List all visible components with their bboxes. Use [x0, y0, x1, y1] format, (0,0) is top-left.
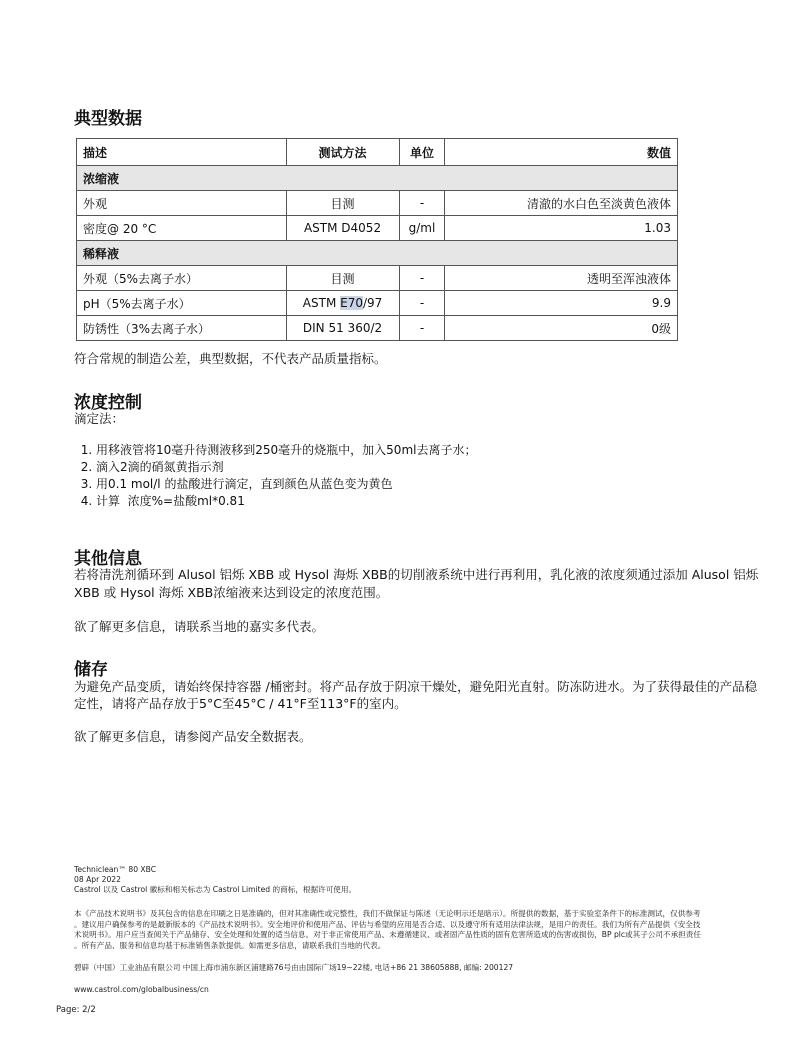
other-info-line1: 若将清洗剂循环到 Alusol 铝烁 XBB 或 Hysol 海烁 XBB的切削液系统中进行再利用，乳化液的浓度须通过添加 Alusol 铝烁: [74, 567, 759, 582]
section-title-typical-data: 典型数据: [74, 109, 142, 129]
cell-desc: 外观（5%去离子水）: [77, 266, 287, 291]
cell-method: DIN 51 360/2: [286, 316, 399, 341]
disclaimer-line: 。建议用户确保参考的是最新版本的《产品技术说明书》。安全地评价和使用产品、评估与希望的应用是否合适、以及遵守所有适用法律法规，是用户的责任。我们为所有产品提供《安全技: [74, 919, 701, 929]
header-desc: 描述: [77, 139, 287, 166]
cell-desc: 外观: [77, 191, 287, 216]
table-row: [77, 291, 678, 316]
table-row: [77, 316, 678, 341]
footer-disclaimer: [74, 909, 754, 951]
titration-steps: [58, 442, 796, 510]
section-title-concentration: 浓度控制: [74, 393, 142, 413]
footer-trademark: Castrol 以及 Castrol 徽标和相关标志为 Castrol Limited 的商标，根据许可使用。: [74, 885, 357, 894]
table-header-row: [77, 139, 678, 166]
list-item: 1. 用移液管将10毫升待测液移到250毫升的烧瓶中，加入50ml去离子水；: [96, 442, 796, 459]
disclaimer-line: 。所有产品、服务和信息均基于标准销售条款提供。如需更多信息，请联系我们当地的代表。: [74, 940, 386, 950]
cell-method: 目测: [286, 266, 399, 291]
footer-website-link[interactable]: www.castrol.com/globalbusiness/cn: [74, 985, 209, 994]
cell-unit: -: [399, 266, 445, 291]
table-group-row: [77, 166, 678, 191]
cell-value: 清澈的水白色至淡黄色液体: [445, 191, 678, 216]
footer-product-name: Techniclean™ 80 XBC: [74, 865, 157, 874]
cell-desc: pH（5%去离子水）: [77, 291, 287, 316]
section-title-other-info: 其他信息: [74, 549, 142, 569]
header-unit: 单位: [399, 139, 445, 166]
cell-value: 1.03: [445, 216, 678, 241]
cell-unit: -: [399, 291, 445, 316]
cell-value: 0级: [445, 316, 678, 341]
cell-unit: -: [399, 191, 445, 216]
disclaimer-line: 本《产品技术说明书》及其包含的信息在印刷之日是准确的，但对其准确性或完整性，我们不做保证与陈述（无论明示还是暗示）。所提供的数据，基于实验室条件下的标准测试，仅供参考: [74, 909, 701, 918]
list-item: 2. 滴入2滴的硝氮黄指示剂: [96, 459, 796, 476]
cell-desc: 防锈性（3%去离子水）: [77, 316, 287, 341]
list-item: 3. 用0.1 mol/l 的盐酸进行滴定，直到颜色从蓝色变为黄色: [96, 476, 796, 493]
storage-line1: 为避免产品变质，请始终保持容器 /桶密封。将产品存放于阴凉干燥处，避免阳光直射。防冻防进水。为了获得最佳的产品稳: [74, 679, 758, 694]
other-info-contact: 欲了解更多信息，请联系当地的嘉实多代表。: [74, 619, 325, 634]
cell-value: 透明至浑浊液体: [445, 266, 678, 291]
table-group-row: [77, 241, 678, 266]
method-part: ASTM: [302, 296, 341, 310]
header-value: 数值: [445, 139, 678, 166]
list-item: 4. 计算 浓度%=盐酸ml*0.81: [96, 493, 796, 510]
storage-msds-note: 欲了解更多信息，请参阅产品安全数据表。: [74, 729, 312, 744]
cell-value: 9.9: [445, 291, 678, 316]
footer-company: 碧辟（中国）工业油品有限公司 中国上海市浦东新区浦建路76号由由国际广场19~22楼, 电话+86 21 38605888, 邮编: 200127: [74, 963, 514, 972]
typical-data-table: [76, 138, 678, 341]
cell-method: ASTM D4052: [286, 216, 399, 241]
typical-data-note: 符合常规的制造公差，典型数据，不代表产品质量指标。: [74, 351, 387, 366]
table-row: [77, 266, 678, 291]
section-title-storage: 储存: [74, 660, 108, 680]
other-info-line2: XBB 或 Hysol 海烁 XBB浓缩液来达到设定的浓度范围。: [74, 585, 389, 600]
page-number: Page: 2/2: [56, 1005, 96, 1015]
cell-method: [286, 291, 399, 316]
group-concentrate: 浓缩液: [77, 166, 678, 191]
group-diluted: 稀释液: [77, 241, 678, 266]
footer-date: 08 Apr 2022: [74, 875, 121, 884]
header-method: 测试方法: [286, 139, 399, 166]
disclaimer-line: 术说明书》。用户应当查阅关于产品储存、安全处理和处置的适当信息。对于非正常使用产品、未遵循建议、或者固产品性质的固有危害所造成的伤害或损伤，BP plc或其子公司不承担责任: [74, 930, 701, 939]
table-row: [77, 191, 678, 216]
cell-desc: 密度@ 20 °C: [77, 216, 287, 241]
titration-intro: 滴定法：: [74, 411, 125, 426]
storage-line2: 定性，请将产品存放于5°C至45°C / 41°F至113°F的室内。: [74, 696, 407, 711]
cell-method: 目测: [286, 191, 399, 216]
method-part: /97: [362, 296, 383, 310]
method-highlight: E70: [340, 296, 363, 310]
table-row: [77, 216, 678, 241]
cell-unit: -: [399, 316, 445, 341]
cell-unit: g/ml: [399, 216, 445, 241]
